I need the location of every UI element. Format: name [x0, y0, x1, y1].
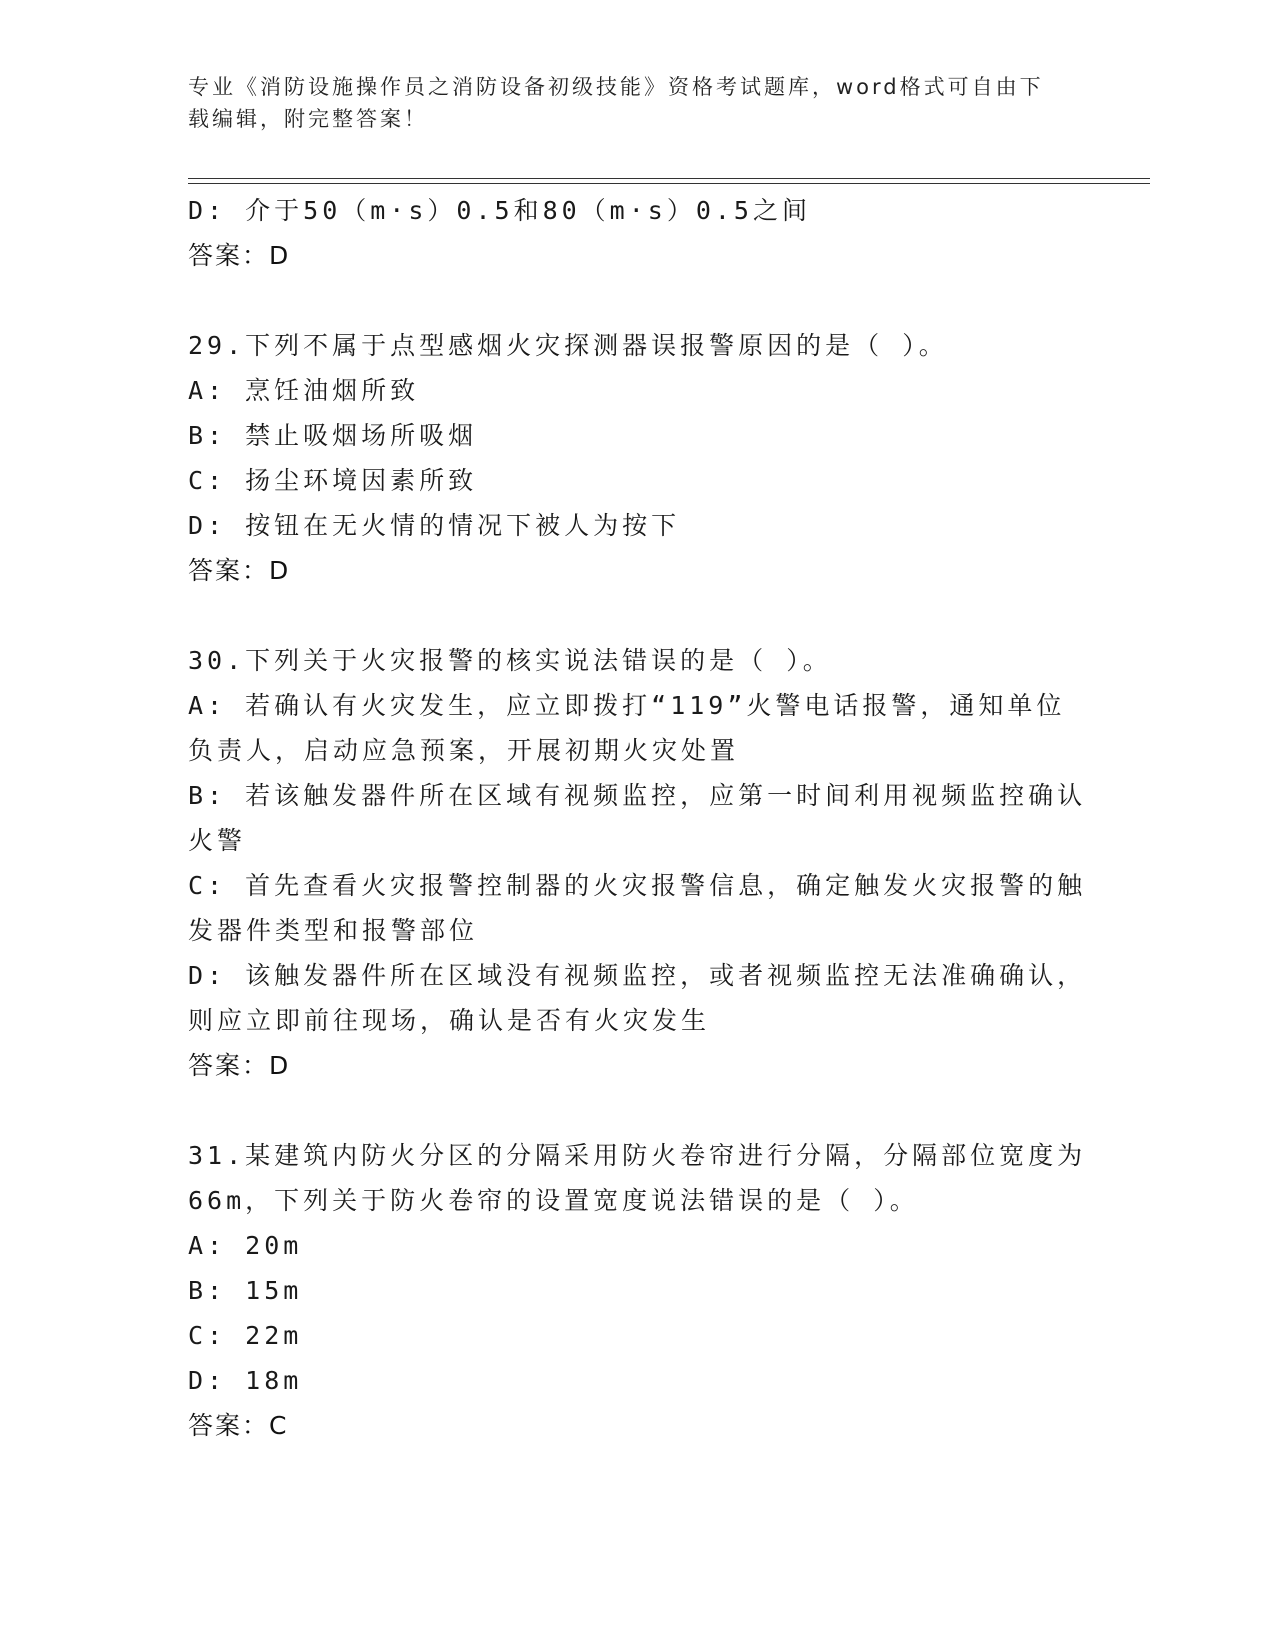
- answer-line: 答案：D: [188, 1051, 291, 1080]
- header-divider-top: [188, 178, 1150, 179]
- option-c: C: 22m: [188, 1321, 303, 1350]
- question-block-30: [188, 638, 1088, 1088]
- answer-line: 答案：D: [188, 241, 291, 270]
- header-line-1: 专业《消防设施操作员之消防设备初级技能》资格考试题库，word格式可自由下: [188, 75, 1044, 99]
- option-b-line-2: 火警: [188, 826, 247, 855]
- option-c-line-2: 发器件类型和报警部位: [188, 916, 479, 945]
- question-text-line-1: 31.某建筑内防火分区的分隔采用防火卷帘进行分隔，分隔部位宽度为: [188, 1141, 1087, 1170]
- option-d: D: 按钮在无火情的情况下被人为按下: [188, 511, 681, 540]
- option-b: B: 15m: [188, 1276, 303, 1305]
- option-b: B: 禁止吸烟场所吸烟: [188, 421, 478, 450]
- question-block-31: [188, 1133, 1088, 1448]
- document-body: [188, 188, 1088, 1448]
- answer-line: 答案：C: [188, 1411, 289, 1440]
- option-a-line-2: 负责人，启动应急预案，开展初期火灾处置: [188, 736, 740, 765]
- question-text-line-2: 66m，下列关于防火卷帘的设置宽度说法错误的是（ ）。: [188, 1186, 919, 1215]
- option-a-line-1: A: 若确认有火灾发生，应立即拨打“119”火警电话报警，通知单位: [188, 691, 1066, 720]
- option-d: D: 介于50（m·s）0.5和80（m·s）0.5之间: [188, 196, 811, 225]
- header-line-2: 载编辑，附完整答案！: [188, 107, 428, 131]
- document-header: [188, 71, 1088, 135]
- option-d-line-2: 则应立即前往现场，确认是否有火灾发生: [188, 1006, 711, 1035]
- option-b-line-1: B: 若该触发器件所在区域有视频监控，应第一时间利用视频监控确认: [188, 781, 1087, 810]
- option-c: C: 扬尘环境因素所致: [188, 466, 478, 495]
- option-c-line-1: C: 首先查看火灾报警控制器的火灾报警信息，确定触发火灾报警的触: [188, 871, 1087, 900]
- question-text: 30.下列关于火灾报警的核实说法错误的是（ ）。: [188, 646, 832, 675]
- header-divider-bottom: [188, 183, 1150, 184]
- answer-line: 答案：D: [188, 556, 291, 585]
- question-text: 29.下列不属于点型感烟火灾探测器误报警原因的是（ ）。: [188, 331, 948, 360]
- option-a: A: 20m: [188, 1231, 303, 1260]
- question-block-29: [188, 323, 1088, 593]
- option-a: A: 烹饪油烟所致: [188, 376, 420, 405]
- option-d: D: 18m: [188, 1366, 303, 1395]
- option-d-line-1: D: 该触发器件所在区域没有视频监控，或者视频监控无法准确确认，: [188, 961, 1087, 990]
- question-block-prev: [188, 188, 1088, 278]
